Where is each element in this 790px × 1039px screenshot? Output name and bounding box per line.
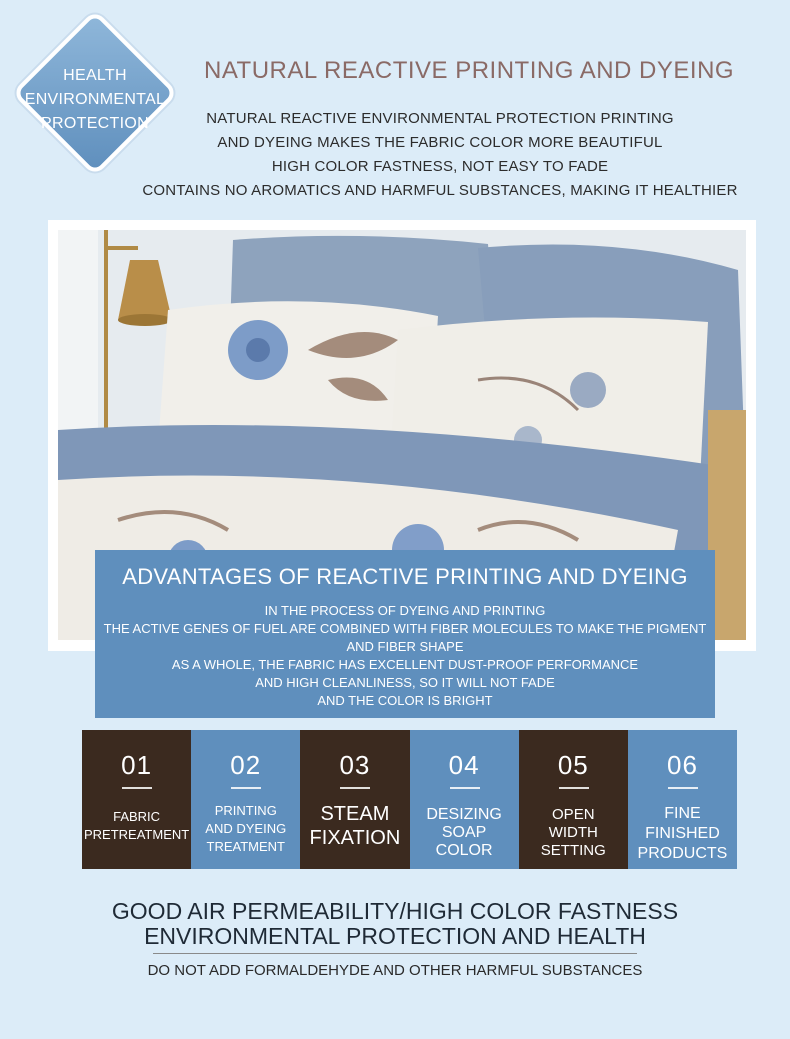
footer-title-line: ENVIRONMENTAL PROTECTION AND HEALTH — [144, 923, 646, 949]
footer-title — [100, 899, 690, 949]
step-label-line: PRODUCTS — [637, 845, 728, 862]
step-label-line: COLOR — [435, 842, 493, 859]
intro-text — [140, 107, 740, 203]
step-label-line: AND DYEING — [205, 821, 287, 836]
step-divider — [340, 787, 370, 789]
step-label — [82, 808, 191, 844]
step-label-line: WIDTH — [548, 824, 598, 841]
step-divider — [559, 787, 589, 789]
step-fine-finished — [628, 730, 737, 869]
advantages-text — [95, 602, 715, 710]
step-label-line: SETTING — [540, 842, 606, 859]
intro-line: HIGH COLOR FASTNESS, NOT EASY TO FADE — [271, 158, 609, 175]
step-label — [300, 802, 409, 850]
badge-line: ENVIRONMENTAL — [24, 91, 166, 108]
step-label-line: FIXATION — [309, 827, 401, 849]
step-number: 04 — [448, 750, 480, 780]
step-open-width — [519, 730, 628, 869]
step-label-line: PRINTING — [214, 803, 277, 818]
step-label — [410, 806, 519, 860]
step-desizing-soap — [410, 730, 519, 869]
intro-line: NATURAL REACTIVE ENVIRONMENTAL PROTECTION PRINTING — [206, 110, 674, 127]
advantages-panel — [95, 550, 715, 718]
step-number: 03 — [339, 750, 371, 780]
footer-title-line: GOOD AIR PERMEABILITY/HIGH COLOR FASTNESS — [111, 898, 679, 924]
step-label-line: PRETREATMENT — [84, 827, 190, 842]
step-number: 02 — [230, 750, 262, 780]
step-number: 05 — [557, 750, 589, 780]
process-steps — [82, 730, 737, 869]
advantages-line: AND HIGH CLEANLINESS, SO IT WILL NOT FADE — [255, 675, 555, 690]
step-number: 01 — [121, 750, 153, 780]
step-number: 06 — [666, 750, 698, 780]
page-title: NATURAL REACTIVE PRINTING AND DYEING — [204, 57, 735, 84]
step-label-line: TREATMENT — [206, 839, 285, 854]
step-fabric-pretreatment — [82, 730, 191, 869]
advantages-line: THE ACTIVE GENES OF FUEL ARE COMBINED WITH FIBER MOLECULES TO MAKE THE PIGMENT — [103, 621, 707, 636]
step-divider — [450, 787, 480, 789]
advantages-title: ADVANTAGES OF REACTIVE PRINTING AND DYEING — [122, 564, 688, 589]
advantages-line: AND THE COLOR IS BRIGHT — [317, 693, 493, 708]
intro-line: AND DYEING MAKES THE FABRIC COLOR MORE BEAUTIFUL — [217, 134, 663, 151]
step-label-line: SOAP — [441, 824, 487, 841]
step-label-line: FINISHED — [645, 825, 720, 842]
step-label — [628, 804, 737, 864]
step-label-line: FINE — [664, 805, 701, 822]
step-divider — [122, 787, 152, 789]
advantages-line: AND FIBER SHAPE — [346, 639, 464, 654]
step-label-line: OPEN — [552, 806, 595, 823]
intro-line: CONTAINS NO AROMATICS AND HARMFUL SUBSTANCES, MAKING IT HEALTHIER — [142, 182, 738, 199]
badge-line: PROTECTION — [41, 115, 149, 132]
step-label-line: FABRIC — [113, 809, 161, 824]
step-label-line: STEAM — [320, 803, 390, 825]
step-label-line: DESIZING — [426, 806, 502, 823]
badge-line: HEALTH — [63, 67, 127, 84]
step-label — [191, 802, 300, 856]
step-label — [519, 806, 628, 860]
step-divider — [668, 787, 698, 789]
advantages-line: AS A WHOLE, THE FABRIC HAS EXCELLENT DUST-PROOF PERFORMANCE — [171, 657, 639, 672]
advantages-line: IN THE PROCESS OF DYEING AND PRINTING — [264, 603, 546, 618]
step-divider — [231, 787, 261, 789]
step-steam-fixation — [300, 730, 409, 869]
footer-subtitle: DO NOT ADD FORMALDEHYDE AND OTHER HARMFUL SUBSTANCES — [147, 962, 643, 979]
step-printing-dyeing — [191, 730, 300, 869]
footer-divider — [153, 953, 637, 954]
